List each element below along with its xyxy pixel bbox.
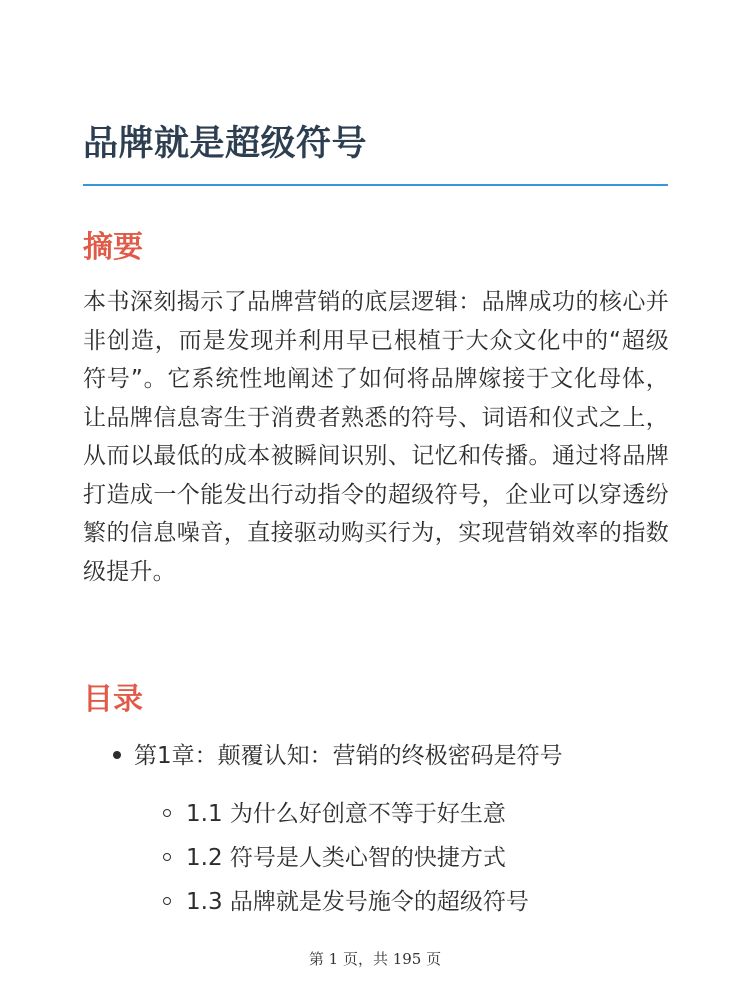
hollow-bullet-icon (163, 897, 171, 905)
toc-section-label: 1.2 符号是人类心智的快捷方式 (186, 845, 506, 871)
hollow-bullet-icon (163, 809, 171, 817)
toc-heading: 目录 (83, 682, 143, 717)
toc-section-item (163, 796, 506, 832)
abstract-text: 本书深刻揭示了品牌营销的底层逻辑：品牌成功的核心并非创造，而是发现并利用早已根植于大众文化中的“超级符号”。它系统性地阐述了如何将品牌嫁接于文化母体，让品牌信息寄生于消费者熟悉的符号、词语和仪式之上，从而以最低的成本被瞬间识别、记忆和传播。通过将品牌打造成一个能发出行动指令的超级符号，企业可以穿透纷繁的信息噪音，直接驱动购买行为，实现营销效率的指数级提升。 (83, 289, 669, 585)
toc-chapter-item (113, 738, 563, 774)
page-number: 第 1 页，共 195 页 (308, 950, 442, 968)
toc-section-label: 1.1 为什么好创意不等于好生意 (186, 801, 506, 827)
bullet-icon (113, 751, 121, 759)
title-divider (83, 184, 668, 186)
hollow-bullet-icon (163, 853, 171, 861)
document-title: 品牌就是超级符号 (83, 124, 368, 164)
toc-section-label: 1.3 品牌就是发号施令的超级符号 (186, 889, 529, 915)
toc-section-item (163, 884, 529, 920)
abstract-heading: 摘要 (83, 230, 143, 265)
toc-section-item (163, 840, 506, 876)
toc-chapter-label: 第1章：颠覆认知：营销的终极密码是符号 (134, 743, 563, 769)
